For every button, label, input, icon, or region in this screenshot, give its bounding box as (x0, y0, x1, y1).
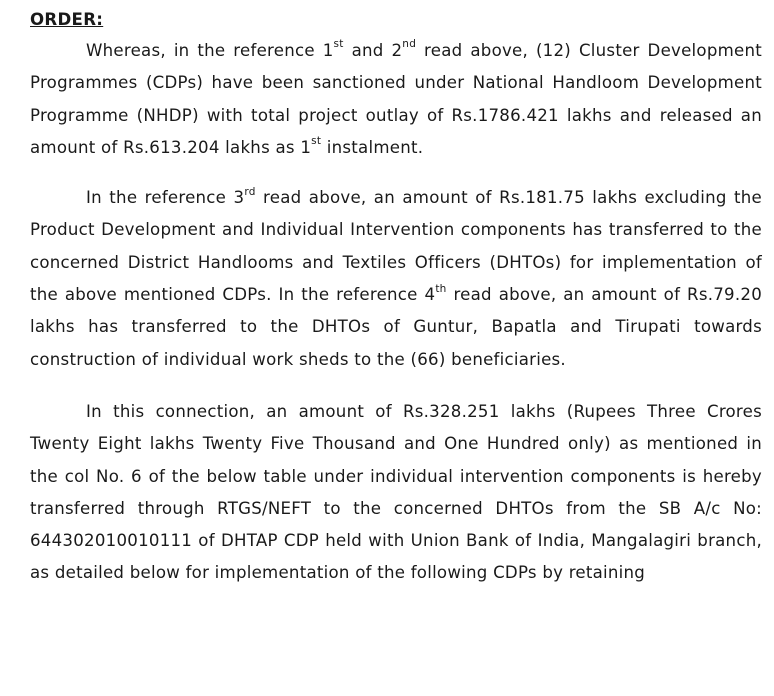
superscript: nd (402, 38, 417, 51)
text-run: In this connection, an amount of Rs.328.251 lakhs (Rupees Three Crores Twenty Eight lakhs Twenty Five Thousand and One Hundred only) as mentioned in the col No. 6 of the below table under individual intervention components is hereby transferred through RTGS/NEFT to the concerned DHTOs from the SB A/c No: 644302010010111 of DHTAP CDP held with Union Bank of India, Mangalagiri branch, as detailed below for implementation of the following CDPs by retaining (30, 401, 762, 583)
text-run: instalment. (321, 137, 424, 157)
text-run: read above, an amount of Rs.181.75 lakhs excluding the Product Development and Individual Intervention components has transferred to the concerned District Handlooms and Textiles Officers (DHTOs) for implementation of the above mentioned CDPs. In the reference 4 (30, 188, 762, 305)
document-page (30, 10, 762, 590)
text-run: In the reference 3 (86, 188, 245, 208)
paragraph-connection (30, 396, 762, 590)
superscript: rd (244, 185, 256, 198)
paragraph-transfers (30, 182, 762, 376)
text-run: read above, an amount of Rs.79.20 lakhs has transferred to the DHTOs of Guntur, Bapatla and Tirupati towards construction of individual work sheds to the (66) beneficiaries. (30, 285, 762, 369)
text-run: and 2 (343, 41, 403, 60)
order-heading: ORDER: (30, 10, 104, 29)
superscript: th (435, 282, 447, 295)
paragraph-sanction (30, 35, 762, 164)
text-run: read above, (12) Cluster Development Programmes (CDPs) have been sanctioned under National Handloom Development Programme (NHDP) with total project outlay of Rs.1786.421 lakhs and released an amount of Rs.613.204 lakhs as 1 (30, 41, 763, 157)
superscript: st (333, 38, 344, 51)
superscript: st (311, 135, 322, 148)
text-run: Whereas, in the reference 1 (86, 41, 334, 60)
